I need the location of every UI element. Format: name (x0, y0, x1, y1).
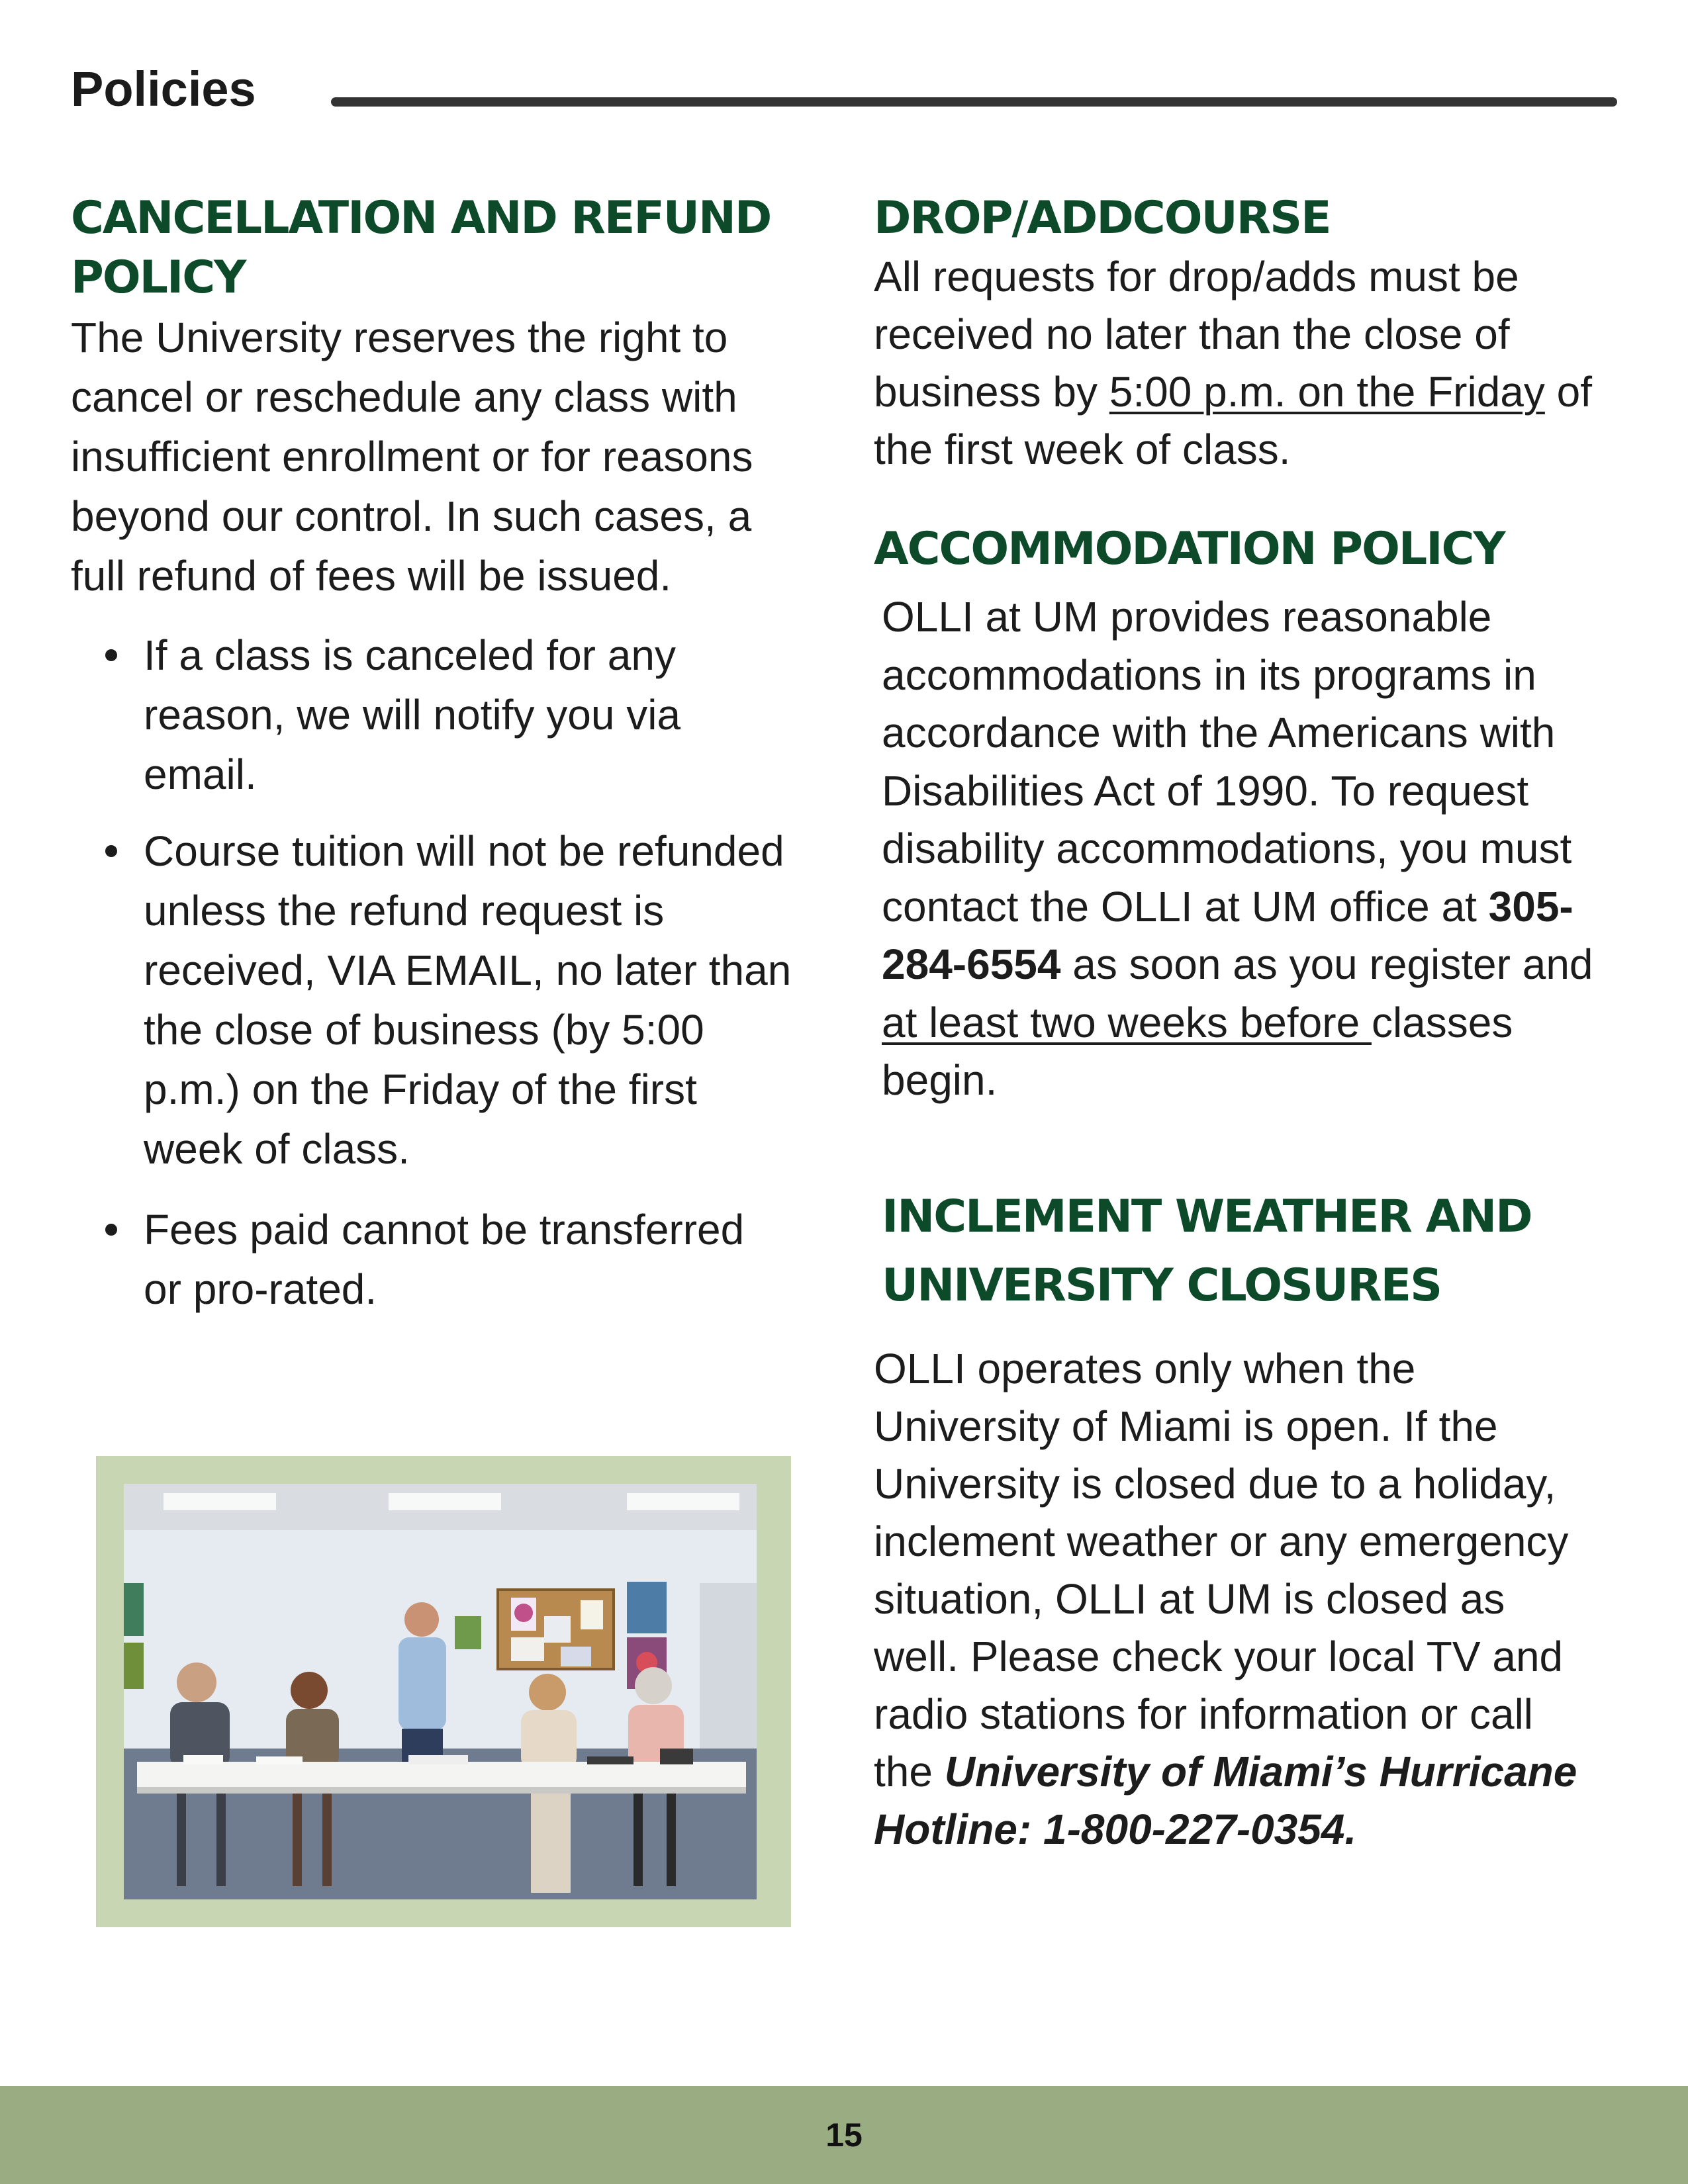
cancellation-body: The University reserves the right to cancel or reschedule any class with insufficient enrollment or for reasons beyond our control. In such cases, a full refund of fees will be issued. (71, 314, 753, 600)
accommodation-heading: ACCOMMODATION POLICY (874, 523, 1505, 575)
office-phone: 305- (1488, 882, 1573, 931)
list-item: Course tuition will not be refunded unless the refund request is received, VIA EMAIL, no later than the close of business (by 5:00 p.m.) on the Friday of the first week of class. (71, 821, 825, 1179)
list-item: If a class is canceled for any reason, we will notify you via email. (71, 625, 825, 804)
accommodation-deadline: at least two weeks before (882, 998, 1372, 1046)
classroom-photo-illustration (124, 1484, 757, 1899)
weather-section (874, 1183, 1642, 1858)
right-column (874, 189, 1642, 1858)
header-divider (331, 97, 1617, 107)
accommodation-section (874, 520, 1642, 1110)
cancellation-section (71, 189, 825, 1319)
classroom-photo (124, 1484, 757, 1899)
drop-add-body: All requests for drop/adds must be received no later than the close of business by 5:00 p.m. on the Friday of the first week of class. (874, 253, 1593, 473)
drop-deadline: 5:00 p.m. on the Friday (1109, 368, 1545, 416)
page-number: 15 (825, 2116, 863, 2154)
list-item: Fees paid cannot be transferred or pro-rated. (71, 1200, 825, 1319)
bullet-icon (105, 1224, 117, 1236)
cancellation-heading: CANCELLATION AND REFUND POLICY (71, 192, 771, 304)
drop-add-heading: DROP/ADDCOURSE (874, 192, 1331, 244)
weather-body: OLLI operates only when the University of Miami is open. If the University is closed due to a holiday, inclement weather or any emergency situation, OLLI at UM is closed as well. Please check your local TV and radio stations for information or call the University of Miami’s Hurricane Hotline: 1-800-227-0354. (874, 1344, 1577, 1853)
hurricane-hotline: University of Miami’s Hurricane (944, 1747, 1577, 1796)
weather-heading: INCLEMENT WEATHER AND UNIVERSITY CLOSURES (882, 1190, 1532, 1312)
page-title: Policies (71, 62, 256, 116)
bullet-icon (105, 649, 117, 661)
classroom-photo-frame (96, 1456, 791, 1927)
bullet-icon (105, 845, 117, 857)
office-phone-cont: 284-6554 (882, 940, 1061, 988)
page-footer (0, 2086, 1688, 2184)
drop-add-section (874, 189, 1642, 478)
hurricane-hotline-number: Hotline: 1-800-227-0354. (874, 1805, 1357, 1853)
accommodation-body: OLLI at UM provides reasonable accommodations in its programs in accordance with the Americans with Disabilities Act of 1990. To request disability accommodations, you must contact the OLLI at UM office at 305- 284-6554 as soon as you register and at least two weeks before classes begin. (882, 593, 1593, 1104)
cancellation-bullets (71, 625, 825, 1319)
